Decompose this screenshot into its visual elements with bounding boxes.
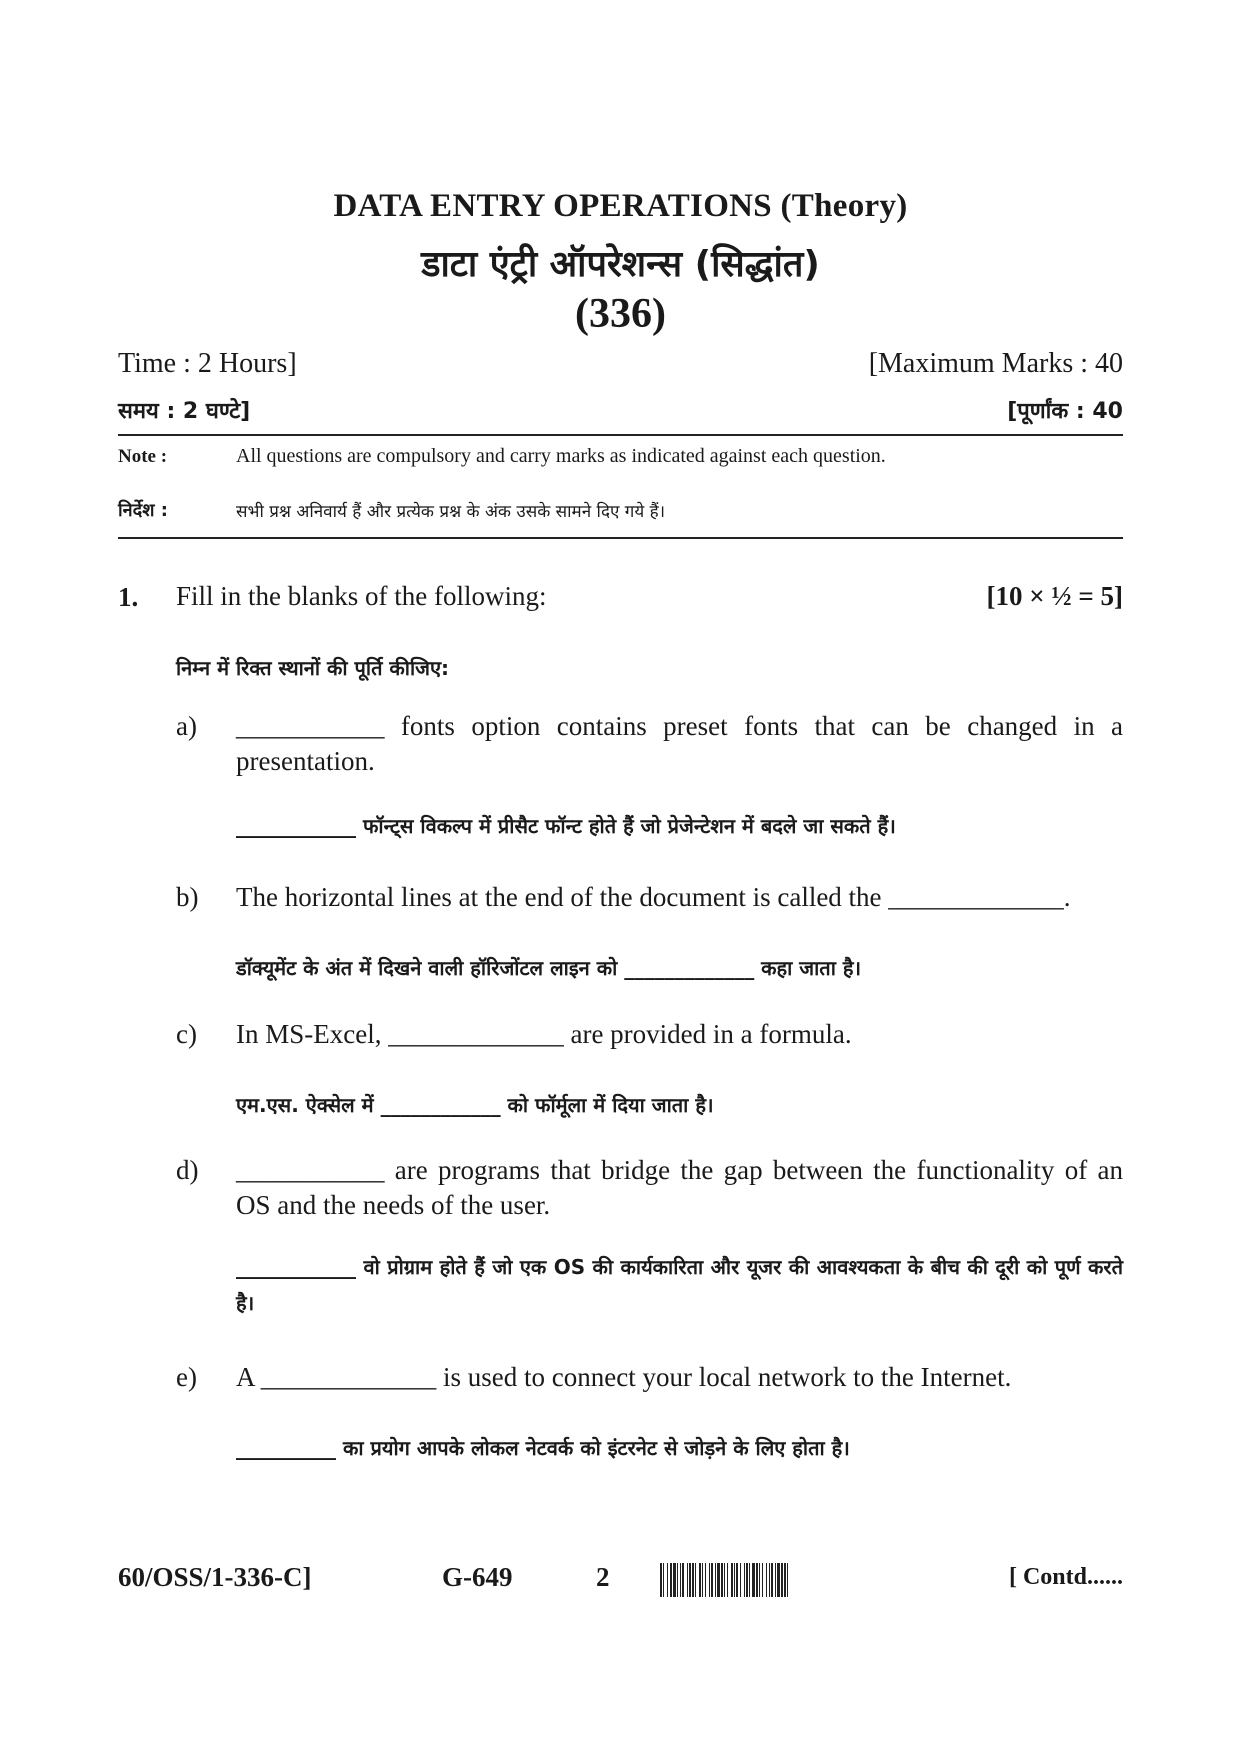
part-text: ___________ are programs that bridge the gap between the functionality of an OS and the needs of the user. xyxy=(236,1155,1123,1220)
header-divider xyxy=(118,434,1123,436)
note-label: Note : xyxy=(118,446,168,467)
paper-title: DATA ENTRY OPERATIONS (Theory) xyxy=(333,188,908,224)
part-text-hindi: ____________ फॉन्ट्स विकल्प में प्रीसैट फॉन्ट होते हैं जो प्रेजेन्टेशन में बदले जा सकते हैं। xyxy=(236,814,896,838)
part-label: e) xyxy=(176,1362,197,1392)
max-marks-english: [Maximum Marks : 40 xyxy=(868,348,1123,379)
paper-title-hindi: डाटा एंट्री ऑपरेशन्स (सिद्धांत) xyxy=(421,244,820,285)
part-label: a) xyxy=(176,711,197,741)
part-label: d) xyxy=(176,1155,199,1185)
barcode xyxy=(660,1563,905,1597)
part-text: The horizontal lines at the end of the document is called the _____________. xyxy=(236,882,1071,912)
part-text-hindi: एम.एस. ऐक्सेल में ____________ को फॉर्मूला में दिया जाता है। xyxy=(236,1093,714,1117)
continued-label: [ Contd...... xyxy=(1008,1564,1123,1590)
footer-paper-code: 60/OSS/1-336-C] xyxy=(118,1562,312,1592)
time-hindi: समय : 2 घण्टे] xyxy=(118,399,251,424)
part-text-hindi: डॉक्यूमेंट के अंत में दिखने वाली हॉरिजोंटल लाइन को _____________ कहा जाता है। xyxy=(236,956,862,980)
part-text: ___________ fonts option contains preset fonts that can be changed in a presentation. xyxy=(236,711,1123,776)
part-label: b) xyxy=(176,882,199,912)
question-marks: [10 × ½ = 5] xyxy=(986,581,1123,611)
note-divider xyxy=(118,537,1123,539)
time-english: Time : 2 Hours] xyxy=(118,348,297,379)
max-marks-hindi: [पूर्णांक : 40 xyxy=(1007,399,1123,424)
paper-code: (336) xyxy=(575,291,666,337)
part-text-hindi: __________ का प्रयोग आपके लोकल नेटवर्क को इंटरनेट से जोड़ने के लिए होता है। xyxy=(236,1436,850,1460)
question-text: Fill in the blanks of the following: xyxy=(176,581,547,611)
question-number: 1. xyxy=(118,582,139,612)
question-text-hindi: निम्न में रिक्त स्थानों की पूर्ति कीजिए: xyxy=(176,656,450,680)
part-text: A _____________ is used to connect your local network to the Internet. xyxy=(236,1362,1012,1392)
page-number: 2 xyxy=(596,1562,610,1592)
note-label-hindi: निर्देश : xyxy=(118,500,168,521)
note-text: All questions are compulsory and carry marks as indicated against each question. xyxy=(236,445,886,467)
footer-series: G-649 xyxy=(442,1562,513,1592)
part-text-hindi: ____________ वो प्रोग्राम होते हैं जो एक OS की कार्यकारिता और यूजर की आवश्यकता के बीच की दूरी को पूर्ण करते है। xyxy=(236,1255,1123,1315)
note-text-hindi: सभी प्रश्न अनिवार्य हैं और प्रत्येक प्रश्न के अंक उसके सामने दिए गये हैं। xyxy=(236,502,666,522)
part-text: In MS-Excel, _____________ are provided in a formula. xyxy=(236,1019,852,1049)
part-label: c) xyxy=(176,1019,197,1049)
